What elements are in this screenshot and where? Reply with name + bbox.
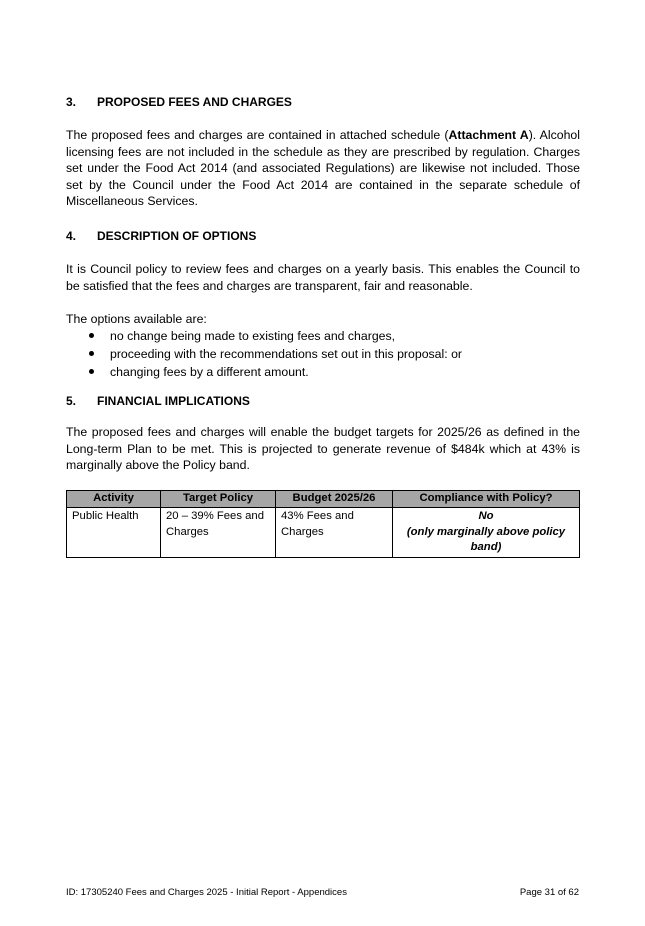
list-item (66, 327, 580, 345)
cell-budget (276, 508, 393, 558)
section-3-number: 3. (66, 95, 77, 109)
footer-document-id: ID: 17305240 Fees and Charges 2025 - Initial Report - Appendices (66, 887, 347, 898)
budget-line-1: 43% Fees and (281, 510, 354, 522)
list-item (66, 345, 580, 363)
section-3-title: PROPOSED FEES AND CHARGES (97, 95, 292, 109)
budget-line-2: Charges (281, 525, 324, 538)
bullet-icon (89, 351, 94, 356)
options-intro: The options available are: (66, 312, 207, 326)
section-4-paragraph: It is Council policy to review fees and charges on a yearly basis. This enables the Council to be satisfied that the fees and charges are transparent, fair and reasonable. (66, 262, 580, 293)
column-header-activity: Activity (67, 491, 161, 508)
section-4-number: 4. (66, 229, 77, 243)
section-5-heading (66, 394, 250, 408)
cell-compliance (393, 508, 580, 558)
compliance-line-1: No (478, 510, 494, 522)
section-3-text-start: The proposed fees and charges are contained in attached schedule ( (66, 128, 449, 142)
option-text: no change being made to existing fees and charges, (110, 329, 396, 343)
section-4-heading (66, 229, 256, 243)
target-line-1: 20 – 39% Fees and (166, 510, 264, 522)
compliance-line-2: (only marginally above policy (406, 525, 566, 538)
option-text: proceeding with the recommendations set out in this proposal: or (110, 347, 463, 361)
column-header-budget: Budget 2025/26 (276, 491, 393, 508)
section-5-number: 5. (66, 394, 77, 408)
bullet-icon (89, 333, 94, 338)
table-header-row (67, 491, 580, 508)
cell-activity: Public Health (67, 508, 161, 558)
column-header-compliance: Compliance with Policy? (393, 491, 580, 508)
option-text: changing fees by a different amount. (110, 365, 309, 379)
list-item (66, 363, 580, 381)
section-3-heading (66, 95, 292, 109)
cell-target-policy (161, 508, 276, 558)
column-header-target-policy: Target Policy (161, 491, 276, 508)
section-3-text-end: ). Alcohol licensing fees are not included in the schedule as they are prescribed by regulation. Charges set under the Food Act 2014 (and associated Regulations) are likewise not included. Those set by the Council under the Food Act 2014 are contained in the separate schedule of Miscellaneous Services. (66, 128, 580, 208)
compliance-table (66, 490, 580, 558)
section-5-title: FINANCIAL IMPLICATIONS (97, 394, 250, 408)
section-4-title: DESCRIPTION OF OPTIONS (97, 229, 257, 243)
target-line-2: Charges (166, 525, 209, 538)
options-list (66, 327, 580, 381)
section-3-paragraph (66, 127, 580, 210)
section-5-paragraph: The proposed fees and charges will enable the budget targets for 2025/26 as defined in the Long-term Plan to be met. This is projected to generate revenue of $484k which at 43% is marginally above the Policy band. (66, 425, 580, 472)
footer-page-number: Page 31 of 62 (519, 887, 579, 898)
attachment-a-label: Attachment A (448, 128, 529, 142)
table-row (67, 508, 580, 558)
compliance-line-3: band) (470, 541, 502, 553)
bullet-icon (89, 369, 94, 374)
